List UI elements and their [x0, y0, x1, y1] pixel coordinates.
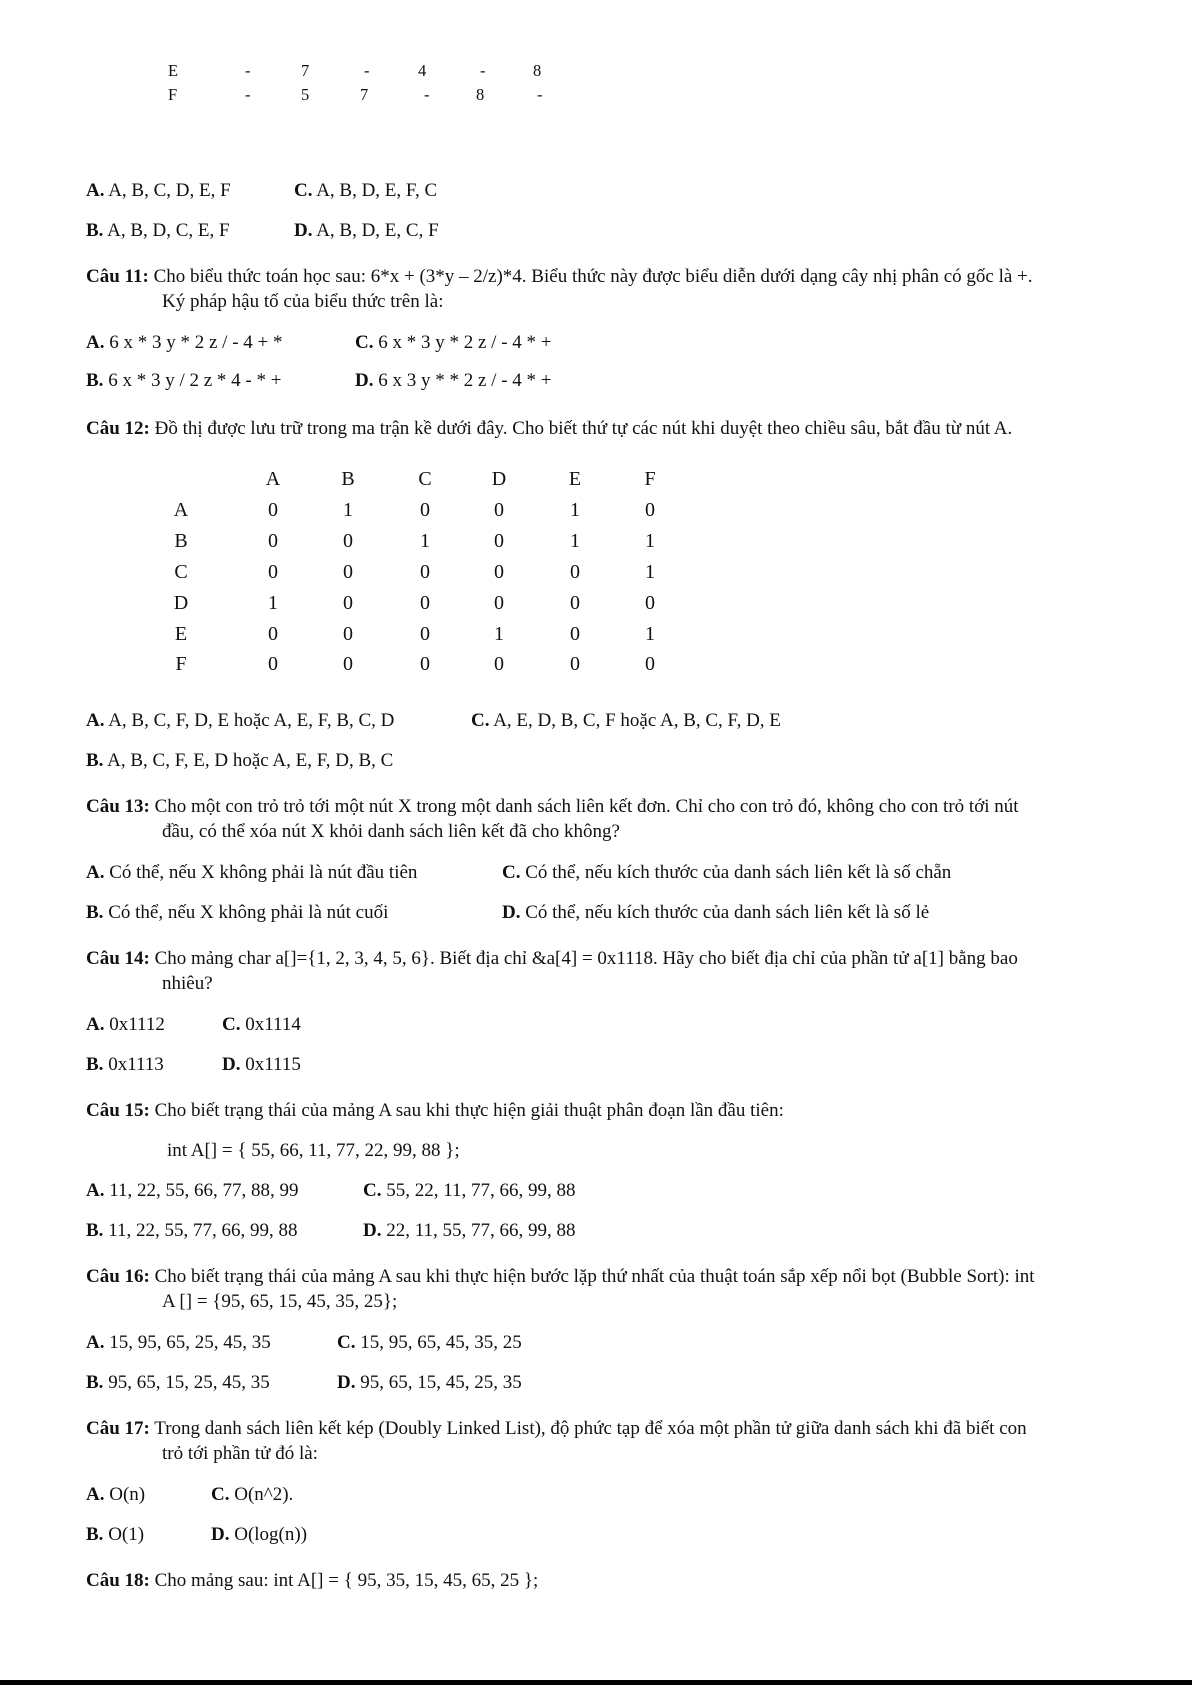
option-text: A, B, D, E, F, C — [316, 180, 438, 201]
q12-option-b — [86, 748, 393, 773]
question-number: Câu 16: — [86, 1266, 150, 1287]
q12-option-a — [86, 708, 394, 733]
matrix-cell: 0 — [494, 561, 504, 583]
matrix-cell: 0 — [645, 499, 655, 521]
matrix-header: F — [644, 468, 656, 490]
question-text: Cho biểu thức toán học sau: 6*x + (3*y – 2/z)*4. Biểu thức này được biểu diễn dưới dạng cây nhị phân có gốc là +. — [153, 266, 1033, 287]
matrix-row-label: B — [174, 530, 188, 552]
q12-option-c — [471, 708, 781, 733]
option-text: Có thể, nếu kích thước của danh sách liên kết là số lẻ — [525, 902, 930, 923]
top-row-e-cell: 8 — [533, 61, 542, 80]
q11-option-b — [86, 368, 281, 393]
top-row-f-cell: - — [424, 85, 430, 104]
question-text: Cho mảng char a[]={1, 2, 3, 4, 5, 6}. Biết địa chỉ &a[4] = 0x1118. Hãy cho biết địa chỉ của phần tử a[1] bằng bao — [154, 948, 1018, 969]
option-text: A, B, D, E, C, F — [316, 220, 439, 241]
option-letter: A. — [86, 862, 105, 883]
q14-option-b — [86, 1052, 164, 1077]
matrix-cell: 1 — [268, 592, 278, 614]
matrix-cell: 0 — [494, 592, 504, 614]
matrix-cell: 0 — [420, 499, 430, 521]
matrix-cell: 0 — [420, 623, 430, 645]
question-15 — [86, 1098, 1126, 1123]
q13-option-b — [86, 900, 388, 925]
option-text: A, B, D, C, E, F — [107, 220, 230, 241]
matrix-header: D — [491, 468, 507, 490]
option-text: 6 x 3 y * * 2 z / - 4 * + — [378, 370, 552, 391]
top-row-f-cell: - — [537, 85, 543, 104]
option-letter: B. — [86, 902, 104, 923]
question-number: Câu 14: — [86, 948, 150, 969]
option-letter: C. — [337, 1332, 356, 1353]
matrix-cell: 0 — [420, 653, 430, 675]
top-row-f-label: F — [168, 85, 178, 104]
option-letter: D. — [502, 902, 521, 923]
matrix-cell: 1 — [570, 530, 580, 552]
question-text-cont: trỏ tới phần tử đó là: — [162, 1443, 318, 1464]
option-text: 15, 95, 65, 25, 45, 35 — [109, 1332, 271, 1353]
matrix-cell: 0 — [268, 561, 278, 583]
question-text: Cho biết trạng thái của mảng A sau khi thực hiện giải thuật phân đoạn lần đầu tiên: — [154, 1100, 784, 1121]
question-16 — [86, 1264, 1126, 1314]
matrix-cell: 1 — [645, 530, 655, 552]
option-text: 0x1112 — [109, 1014, 165, 1035]
option-text: Có thể, nếu X không phải là nút đầu tiên — [109, 862, 418, 883]
question-17 — [86, 1416, 1126, 1466]
matrix-cell: 0 — [343, 623, 353, 645]
option-letter: C. — [355, 332, 374, 353]
option-text: A, B, C, F, E, D hoặc A, E, F, D, B, C — [107, 750, 394, 771]
question-14 — [86, 946, 1126, 996]
option-text: 0x1113 — [108, 1054, 164, 1075]
q10-option-d — [294, 218, 439, 243]
matrix-cell: 1 — [494, 623, 504, 645]
q15-option-d — [363, 1218, 576, 1243]
option-text: 6 x * 3 y * 2 z / - 4 * + — [378, 332, 552, 353]
option-text: O(1) — [108, 1524, 145, 1545]
option-text: 0x1114 — [245, 1014, 301, 1035]
option-text: O(log(n)) — [234, 1524, 308, 1545]
option-letter: A. — [86, 710, 105, 731]
question-number: Câu 18: — [86, 1570, 150, 1591]
matrix-header: C — [418, 468, 432, 490]
top-row-e-cell: - — [245, 61, 251, 80]
matrix-cell: 0 — [268, 499, 278, 521]
matrix-cell: 0 — [343, 561, 353, 583]
option-text: 95, 65, 15, 45, 25, 35 — [360, 1372, 522, 1393]
option-text: 55, 22, 11, 77, 66, 99, 88 — [386, 1180, 576, 1201]
option-letter: A. — [86, 1014, 105, 1035]
q16-option-b — [86, 1370, 270, 1395]
top-row-e-cell: 7 — [301, 61, 310, 80]
matrix-cell: 0 — [570, 623, 580, 645]
q10-option-a — [86, 178, 231, 203]
matrix-row-label: F — [175, 653, 187, 675]
question-text: Cho mảng sau: int A[] = { 95, 35, 15, 45, 65, 25 }; — [154, 1570, 539, 1591]
option-letter: A. — [86, 1332, 105, 1353]
matrix-cell: 0 — [420, 561, 430, 583]
question-number: Câu 15: — [86, 1100, 150, 1121]
matrix-cell: 0 — [420, 592, 430, 614]
matrix-cell: 0 — [343, 592, 353, 614]
question-number: Câu 11: — [86, 266, 149, 287]
q15-option-c — [363, 1178, 576, 1203]
q15-option-a — [86, 1178, 299, 1203]
option-text: O(n) — [109, 1484, 146, 1505]
question-text-cont: Ký pháp hậu tố của biểu thức trên là: — [162, 291, 444, 312]
matrix-cell: 0 — [645, 592, 655, 614]
option-letter: D. — [294, 220, 313, 241]
q14-option-a — [86, 1012, 165, 1037]
matrix-cell: 0 — [570, 592, 580, 614]
option-letter: C. — [294, 180, 313, 201]
matrix-header: A — [265, 468, 281, 490]
option-text: Có thể, nếu X không phải là nút cuối — [108, 902, 389, 923]
option-letter: B. — [86, 1054, 104, 1075]
option-letter: A. — [86, 1484, 105, 1505]
question-18 — [86, 1568, 1126, 1593]
option-letter: C. — [222, 1014, 241, 1035]
question-text-cont: A [] = {95, 65, 15, 45, 35, 25}; — [162, 1291, 398, 1312]
q14-option-c — [222, 1012, 301, 1037]
option-letter: C. — [471, 710, 490, 731]
q14-option-d — [222, 1052, 301, 1077]
matrix-cell: 0 — [343, 530, 353, 552]
option-text: O(n^2). — [234, 1484, 294, 1505]
option-text: 6 x * 3 y / 2 z * 4 - * + — [108, 370, 282, 391]
option-letter: D. — [337, 1372, 356, 1393]
option-letter: D. — [363, 1220, 382, 1241]
matrix-cell: 0 — [570, 561, 580, 583]
matrix-cell: 0 — [494, 499, 504, 521]
option-letter: C. — [211, 1484, 230, 1505]
question-12 — [86, 416, 1126, 441]
q15-option-b — [86, 1218, 297, 1243]
option-text: 11, 22, 55, 66, 77, 88, 99 — [109, 1180, 299, 1201]
question-text: Cho một con trỏ trỏ tới một nút X trong một danh sách liên kết đơn. Chỉ cho con trỏ đó, không cho con trỏ tới nút — [154, 796, 1019, 817]
matrix-cell: 1 — [343, 499, 353, 521]
q10-option-c — [294, 178, 437, 203]
option-letter: B. — [86, 1220, 104, 1241]
question-number: Câu 13: — [86, 796, 150, 817]
question-text: Trong danh sách liên kết kép (Doubly Linked List), độ phức tạp để xóa một phần tử giữa danh sách khi đã biết con — [154, 1418, 1027, 1439]
matrix-cell: 1 — [420, 530, 430, 552]
question-13 — [86, 794, 1126, 844]
option-letter: A. — [86, 180, 105, 201]
q13-option-c — [502, 860, 951, 885]
option-text: 0x1115 — [245, 1054, 301, 1075]
option-letter: B. — [86, 1372, 104, 1393]
option-text: 6 x * 3 y * 2 z / - 4 + * — [109, 332, 283, 353]
matrix-cell: 0 — [645, 653, 655, 675]
q11-option-c — [355, 330, 552, 355]
q16-option-d — [337, 1370, 522, 1395]
matrix-cell: 1 — [645, 623, 655, 645]
option-text: A, E, D, B, C, F hoặc A, B, C, F, D, E — [493, 710, 781, 731]
top-row-e-cell: - — [480, 61, 486, 80]
option-text: A, B, C, D, E, F — [108, 180, 231, 201]
question-text: Cho biết trạng thái của mảng A sau khi thực hiện bước lặp thứ nhất của thuật toán sắp xếp nổi bọt (Bubble Sort): int — [154, 1266, 1035, 1287]
q13-option-a — [86, 860, 417, 885]
matrix-cell: 0 — [494, 653, 504, 675]
question-text-cont: đầu, có thể xóa nút X khỏi danh sách liên kết đã cho không? — [162, 821, 620, 842]
q10-option-b — [86, 218, 230, 243]
option-letter: B. — [86, 750, 104, 771]
question-number: Câu 12: — [86, 418, 150, 439]
page-bottom-rule — [0, 1680, 1192, 1685]
option-text: 22, 11, 55, 77, 66, 99, 88 — [386, 1220, 576, 1241]
top-row-e-cell: - — [364, 61, 370, 80]
option-letter: B. — [86, 220, 104, 241]
q16-option-a — [86, 1330, 271, 1355]
matrix-cell: 0 — [570, 653, 580, 675]
q17-option-d — [211, 1522, 307, 1547]
option-text: 15, 95, 65, 45, 35, 25 — [360, 1332, 522, 1353]
q17-option-c — [211, 1482, 293, 1507]
matrix-cell: 0 — [268, 530, 278, 552]
option-letter: C. — [363, 1180, 382, 1201]
option-letter: D. — [222, 1054, 241, 1075]
top-row-f-cell: 8 — [476, 85, 485, 104]
matrix-header: B — [341, 468, 355, 490]
option-letter: A. — [86, 1180, 105, 1201]
matrix-cell: 0 — [268, 653, 278, 675]
q17-option-b — [86, 1522, 144, 1547]
matrix-row-label: A — [173, 499, 189, 521]
option-letter: A. — [86, 332, 105, 353]
matrix-row-label: C — [174, 561, 188, 583]
option-text: Có thể, nếu kích thước của danh sách liên kết là số chẵn — [525, 862, 952, 883]
q15-code: int A[] = { 55, 66, 11, 77, 22, 99, 88 }; — [167, 1140, 460, 1161]
q11-option-d — [355, 368, 552, 393]
option-letter: D. — [211, 1524, 230, 1545]
option-letter: B. — [86, 1524, 104, 1545]
top-row-e-label: E — [168, 61, 179, 80]
question-number: Câu 17: — [86, 1418, 150, 1439]
top-row-e-cell: 4 — [418, 61, 427, 80]
question-11 — [86, 264, 1126, 314]
option-text: 95, 65, 15, 25, 45, 35 — [108, 1372, 270, 1393]
option-text: A, B, C, F, D, E hoặc A, E, F, B, C, D — [108, 710, 395, 731]
matrix-header: E — [568, 468, 582, 490]
matrix-cell: 0 — [343, 653, 353, 675]
q16-option-c — [337, 1330, 522, 1355]
option-letter: B. — [86, 370, 104, 391]
option-letter: C. — [502, 862, 521, 883]
top-row-f-cell: 5 — [301, 85, 310, 104]
matrix-cell: 0 — [268, 623, 278, 645]
matrix-cell: 1 — [645, 561, 655, 583]
q17-option-a — [86, 1482, 145, 1507]
question-text: Đồ thị được lưu trữ trong ma trận kề dưới đây. Cho biết thứ tự các nút khi duyệt theo chiều sâu, bắt đầu từ nút A. — [154, 418, 1013, 439]
top-row-f-cell: - — [245, 85, 251, 104]
matrix-cell: 0 — [494, 530, 504, 552]
option-letter: D. — [355, 370, 374, 391]
q13-option-d — [502, 900, 929, 925]
matrix-cell: 1 — [570, 499, 580, 521]
option-text: 11, 22, 55, 77, 66, 99, 88 — [108, 1220, 298, 1241]
matrix-row-label: E — [174, 623, 188, 645]
top-row-f-cell: 7 — [360, 85, 369, 104]
matrix-row-label: D — [173, 592, 189, 614]
q11-option-a — [86, 330, 283, 355]
question-text-cont: nhiêu? — [162, 973, 213, 994]
